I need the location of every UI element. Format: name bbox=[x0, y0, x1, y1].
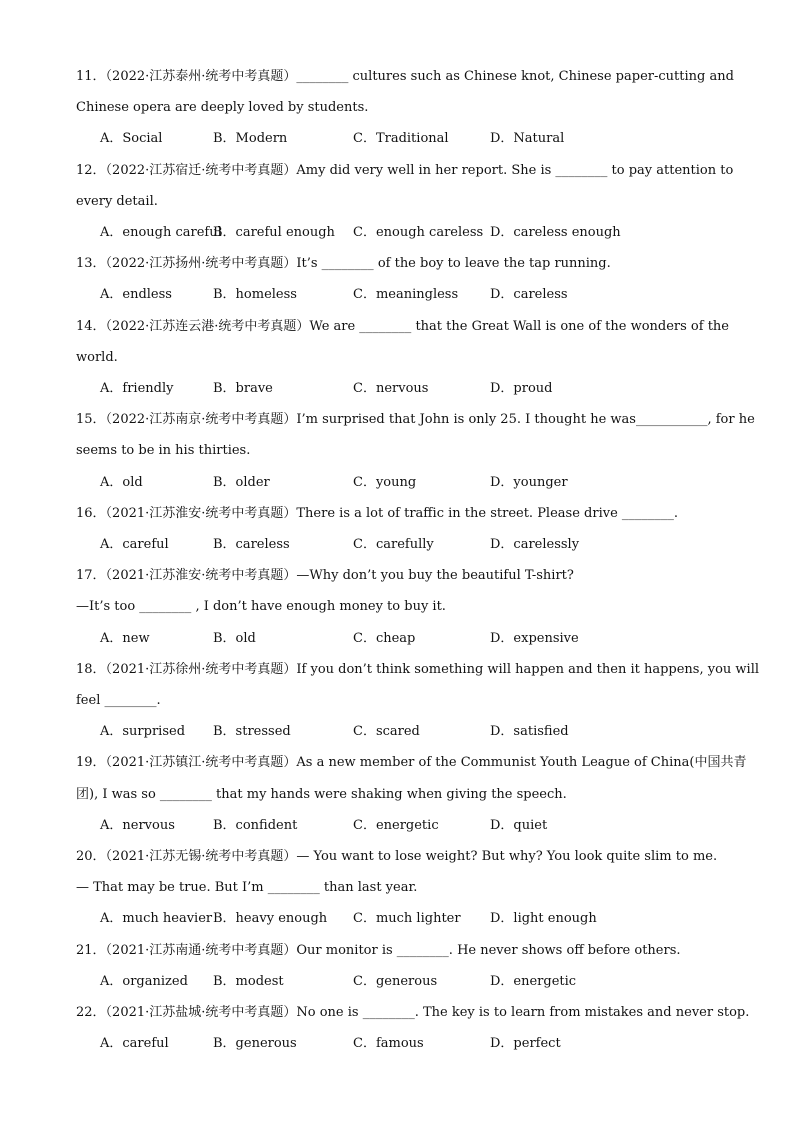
question-22-line-1: 22．（2021·江苏盐城·统考中考真题）No one is ________. The key is to learn from mistakes and never stop. bbox=[76, 1005, 750, 1020]
option-a: A．endless bbox=[100, 287, 172, 303]
option-a: A．Social bbox=[100, 131, 163, 147]
question-22-options bbox=[100, 1035, 720, 1053]
option-c: C．generous bbox=[353, 973, 438, 989]
question-14-options bbox=[100, 380, 720, 398]
option-b: B．careless bbox=[213, 537, 290, 552]
option-c: C．meaningless bbox=[353, 287, 459, 303]
question-15-line-1: 15．（2022·江苏南京·统考中考真题）I’m surprised that John is only 25. I thought he was___________, for he bbox=[76, 412, 755, 428]
option-b: B．confident bbox=[213, 817, 298, 833]
question-11-line-2: Chinese opera are deeply loved by students. bbox=[76, 100, 369, 116]
option-a: A．nervous bbox=[100, 817, 175, 833]
option-c: C．carefully bbox=[353, 537, 434, 552]
option-d: D．proud bbox=[490, 381, 553, 396]
question-12-line-2: every detail. bbox=[76, 193, 158, 209]
option-b: B．old bbox=[213, 630, 256, 646]
option-c: C．cheap bbox=[353, 630, 416, 646]
question-20-line-2: — That may be true. But I’m ________ than last year. bbox=[76, 880, 418, 896]
option-c: C．enough careless bbox=[353, 225, 484, 240]
question-18-options bbox=[100, 723, 720, 741]
question-11-options bbox=[100, 130, 720, 148]
option-b: B．heavy enough bbox=[213, 911, 328, 927]
question-18-line-1: 18．（2021·江苏徐州·统考中考真题）If you don’t think something will happen and then it happens, you will bbox=[76, 661, 760, 677]
question-14-line-2: world. bbox=[76, 349, 118, 365]
question-14-line-1: 14．（2022·江苏连云港·统考中考真题）We are ________ that the Great Wall is one of the wonders of the bbox=[76, 318, 729, 334]
option-a: A．new bbox=[100, 630, 150, 646]
option-a: A．careful bbox=[100, 1036, 169, 1052]
option-d: D．careless enough bbox=[490, 225, 621, 240]
option-c: C．famous bbox=[353, 1036, 424, 1052]
option-d: D．quiet bbox=[490, 817, 548, 833]
question-12-line-1: 12．（2022·江苏宿迁·统考中考真题）Amy did very well in her report. She is ________ to pay attention to bbox=[76, 162, 734, 178]
question-19-line-1: 19．（2021·江苏镇江·统考中考真题）As a new member of the Communist Youth League of China(中国共青 bbox=[76, 755, 747, 771]
question-20-line-1: 20．（2021·江苏无锡·统考中考真题）— You want to lose weight? But why? You look quite slim to me. bbox=[76, 849, 718, 864]
question-17-options bbox=[100, 630, 720, 648]
option-d: D．Natural bbox=[490, 131, 565, 147]
question-19-options bbox=[100, 817, 720, 835]
option-c: C．much lighter bbox=[353, 911, 461, 927]
question-16-options bbox=[100, 536, 720, 554]
option-a: A．enough careful bbox=[100, 225, 222, 240]
option-d: D．satisfied bbox=[490, 724, 569, 740]
question-20-options bbox=[100, 910, 720, 928]
option-d: D．light enough bbox=[490, 911, 597, 927]
option-d: D．carelessly bbox=[490, 537, 580, 552]
option-c: C．nervous bbox=[353, 381, 429, 396]
question-12-options bbox=[100, 224, 720, 242]
option-a: A．careful bbox=[100, 537, 169, 552]
option-a: A．much heavier bbox=[100, 911, 213, 927]
question-16-line-1: 16．（2021·江苏淮安·统考中考真题）There is a lot of traffic in the street. Please drive ________. bbox=[76, 505, 679, 521]
question-11-line-1: 11．（2022·江苏泰州·统考中考真题）________ cultures such as Chinese knot, Chinese paper-cutting and bbox=[76, 69, 734, 84]
option-b: B．Modern bbox=[213, 131, 288, 147]
option-b: B．generous bbox=[213, 1036, 297, 1052]
option-b: B．careful enough bbox=[213, 225, 335, 240]
option-a: A．surprised bbox=[100, 724, 186, 740]
question-13-options bbox=[100, 286, 720, 304]
option-d: D．energetic bbox=[490, 973, 577, 989]
option-d: D．expensive bbox=[490, 630, 579, 646]
option-a: A．old bbox=[100, 474, 143, 490]
option-c: C．scared bbox=[353, 724, 420, 740]
option-c: C．young bbox=[353, 474, 417, 490]
question-21-line-1: 21．（2021·江苏南通·统考中考真题）Our monitor is ________. He never shows off before others. bbox=[76, 942, 681, 958]
question-17-line-1: 17．（2021·江苏淮安·统考中考真题）—Why don’t you buy the beautiful T-shirt? bbox=[76, 568, 574, 584]
option-b: B．older bbox=[213, 474, 270, 490]
option-a: A．organized bbox=[100, 973, 188, 989]
question-19-line-2: 团), I was so ________ that my hands were shaking when giving the speech. bbox=[76, 786, 567, 802]
question-13-line-1: 13．（2022·江苏扬州·统考中考真题）It’s ________ of the boy to leave the tap running. bbox=[76, 256, 611, 272]
option-b: B．modest bbox=[213, 973, 284, 989]
option-b: B．brave bbox=[213, 381, 273, 396]
question-18-line-2: feel ________. bbox=[76, 693, 161, 708]
option-d: D．younger bbox=[490, 474, 568, 490]
option-c: C．Traditional bbox=[353, 131, 449, 147]
option-d: D．perfect bbox=[490, 1036, 561, 1052]
question-15-line-2: seems to be in his thirties. bbox=[76, 443, 251, 459]
option-d: D．careless bbox=[490, 287, 568, 303]
question-21-options bbox=[100, 973, 720, 991]
option-b: B．homeless bbox=[213, 287, 297, 303]
option-b: B．stressed bbox=[213, 724, 291, 740]
option-a: A．friendly bbox=[100, 381, 174, 396]
option-c: C．energetic bbox=[353, 817, 439, 833]
question-15-options bbox=[100, 474, 720, 492]
question-17-line-2: —It’s too ________ , I don’t have enough money to buy it. bbox=[76, 599, 446, 615]
